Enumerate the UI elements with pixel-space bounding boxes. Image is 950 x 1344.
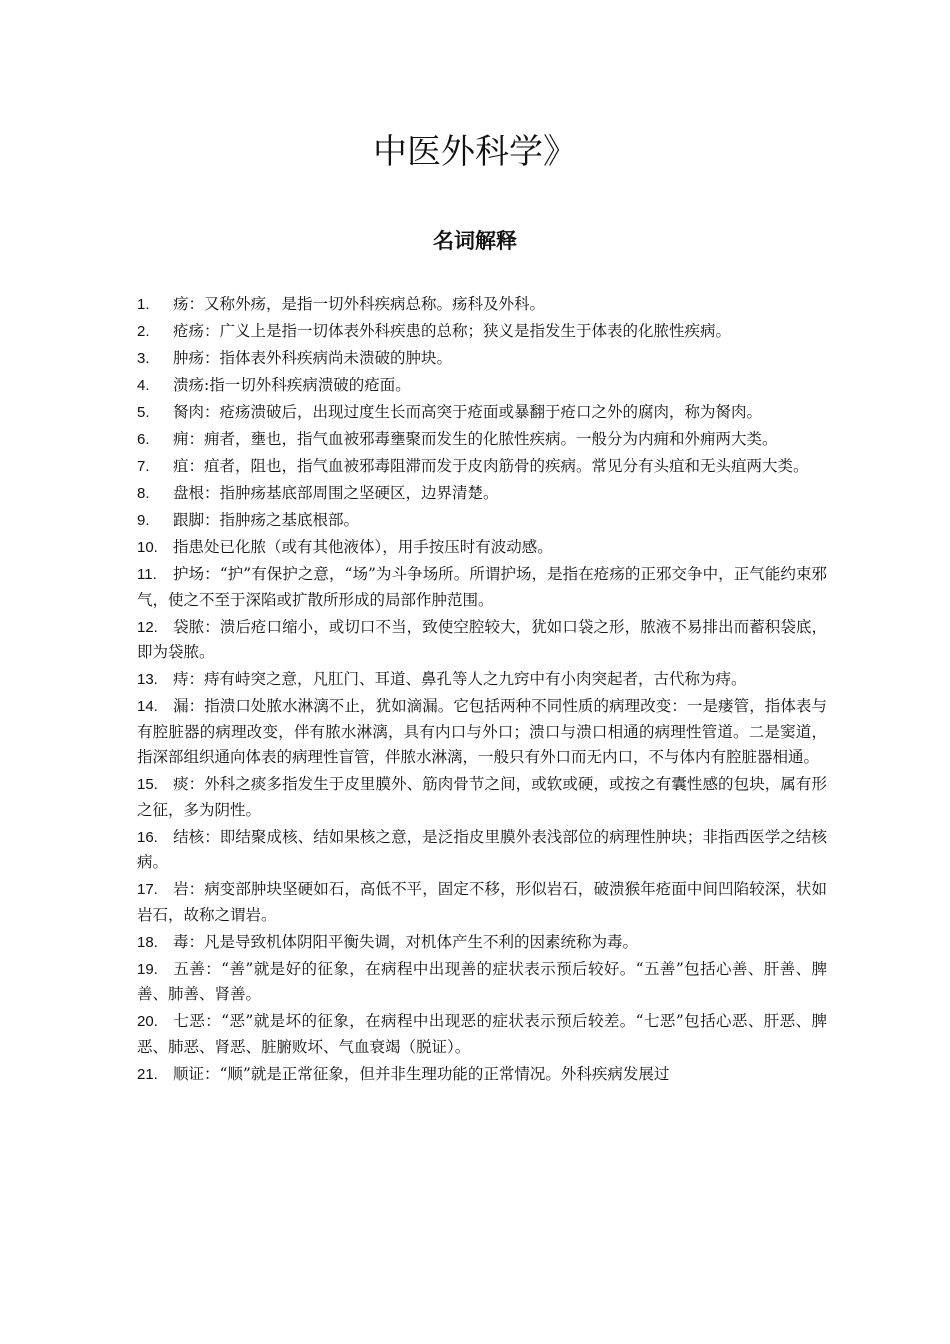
item-text: 五善：“善”就是好的征象，在病程中出现善的症状表示预后较好。“五善”包括心善、肝善、脾善、肺善、肾善。 — [137, 959, 827, 1003]
list-item — [137, 772, 827, 823]
list-item — [137, 319, 827, 345]
section-title: 名词解释 — [433, 229, 517, 253]
item-number: 7. — [137, 458, 150, 475]
item-number: 17. — [137, 881, 158, 898]
item-text: 痈：痈者，壅也，指气血被邪毒壅聚而发生的化脓性疾病。一般分为内痈和外痈两大类。 — [173, 430, 778, 448]
item-text: 漏：指溃口处脓水淋漓不止，犹如滴漏。它包括两种不同性质的病理改变：一是瘘管，指体表与有腔脏器的病理改变，伴有脓水淋漓，具有内口与外口；溃口与溃口相通的病理性管道。二是窦道，指深部组织通向体表的病理性盲管，伴脓水淋漓，一般只有外口而无内口，不与体内有腔脏器相通。 — [137, 697, 827, 766]
item-text: 跟脚：指肿疡之基底根部。 — [173, 511, 360, 529]
item-number: 4. — [137, 377, 150, 394]
item-number: 12. — [137, 618, 158, 636]
item-number: 20. — [137, 1013, 158, 1030]
list-item — [137, 1062, 827, 1088]
item-number: 9. — [137, 512, 150, 529]
item-text: 七恶：“恶”就是坏的征象，在病程中出现恶的症状表示预后较差。“七恶”包括心恶、肝恶、脾恶、肺恶、肾恶、脏腑败坏、气血衰竭（脱证）。 — [137, 1012, 827, 1056]
item-text: 痔：痔有峙突之意，凡肛门、耳道、鼻孔等人之九窍中有小肉突起者，古代称为痔。 — [173, 670, 747, 688]
list-item — [137, 400, 827, 426]
item-number: 6. — [137, 431, 150, 448]
item-text: 顺证：“顺”就是正常征象，但并非生理功能的正常情况。外科疾病发展过 — [173, 1064, 670, 1083]
item-number: 15. — [137, 776, 158, 793]
item-number: 5. — [137, 404, 150, 421]
item-text: 疮疡：广义上是指一切体表外科疾患的总称；狭义是指发生于体表的化脓性疾病。 — [173, 322, 732, 340]
item-text: 盘根：指肿疡基底部周围之坚硬区，边界清楚。 — [173, 484, 499, 502]
item-text: 疽：疽者，阻也，指气血被邪毒阻滞而发于皮肉筋骨的疾病。常见分有头疽和无头疽两大类。 — [173, 457, 809, 475]
item-number: 18. — [137, 933, 158, 951]
item-text: 溃疡:指一切外科疾病溃破的疮面。 — [173, 376, 411, 394]
item-text: 岩：病变部肿块坚硬如石，高低不平，固定不移，形似岩石，破溃猴年疮面中间凹陷较深，状如岩石，故称之谓岩。 — [137, 880, 827, 924]
item-text: 结核：即结聚成核、结如果核之意，是泛指皮里膜外表浅部位的病理性肿块；非指西医学之结核病。 — [137, 827, 827, 871]
list-item — [137, 346, 827, 372]
item-number: 10. — [137, 539, 158, 556]
list-item — [137, 562, 827, 613]
list-item — [137, 825, 827, 876]
item-text: 毒：凡是导致机体阴阳平衡失调，对机体产生不利的因素统称为毒。 — [173, 932, 639, 951]
item-text: 痰：外科之痰多指发生于皮里膜外、筋肉骨节之间，或软或硬，或按之有囊性感的包块，属有形之征，多为阴性。 — [137, 775, 827, 819]
item-number: 3. — [137, 350, 150, 367]
list-item — [137, 454, 827, 480]
item-number: 1. — [137, 296, 150, 313]
list-item — [137, 694, 827, 771]
list-item — [137, 1009, 827, 1060]
item-number: 2. — [137, 323, 150, 340]
item-text: 胬肉：疮疡溃破后，出现过度生长而高突于疮面或暴翻于疮口之外的腐肉，称为胬肉。 — [173, 403, 763, 421]
list-item — [137, 292, 827, 318]
item-text: 肿疡：指体表外科疾病尚未溃破的肿块。 — [173, 349, 453, 367]
item-number: 14. — [137, 698, 158, 715]
item-text: 护场：“护”有保护之意，“场”为斗争场所。所谓护场，是指在疮疡的正邪交争中，正气能约束邪气，使之不至于深陷或扩散所形成的局部作肿范围。 — [137, 565, 827, 609]
item-number: 13. — [137, 671, 158, 688]
list-item — [137, 427, 827, 453]
document-title: 中医外科学》 — [373, 132, 577, 172]
list-item — [137, 877, 827, 928]
list-item — [137, 481, 827, 507]
list-item — [137, 535, 827, 561]
list-item — [137, 930, 827, 956]
list-item — [137, 508, 827, 534]
item-text: 指患处已化脓（或有其他液体），用手按压时有波动感。 — [173, 538, 553, 556]
term-list — [137, 292, 827, 1089]
list-item — [137, 615, 827, 666]
item-number: 11. — [137, 566, 157, 583]
item-number: 16. — [137, 828, 158, 846]
item-text: 疡：又称外疡，是指一切外科疾病总称。疡科及外科。 — [173, 295, 546, 313]
item-number: 21. — [137, 1065, 158, 1083]
item-number: 19. — [137, 960, 158, 978]
list-item — [137, 957, 827, 1008]
list-item — [137, 373, 827, 399]
item-text: 袋脓：溃后疮口缩小，或切口不当，致使空腔较大，犹如口袋之形，脓液不易排出而蓄积袋底，即为袋脓。 — [137, 617, 827, 661]
item-number: 8. — [137, 485, 150, 502]
list-item — [137, 667, 827, 693]
